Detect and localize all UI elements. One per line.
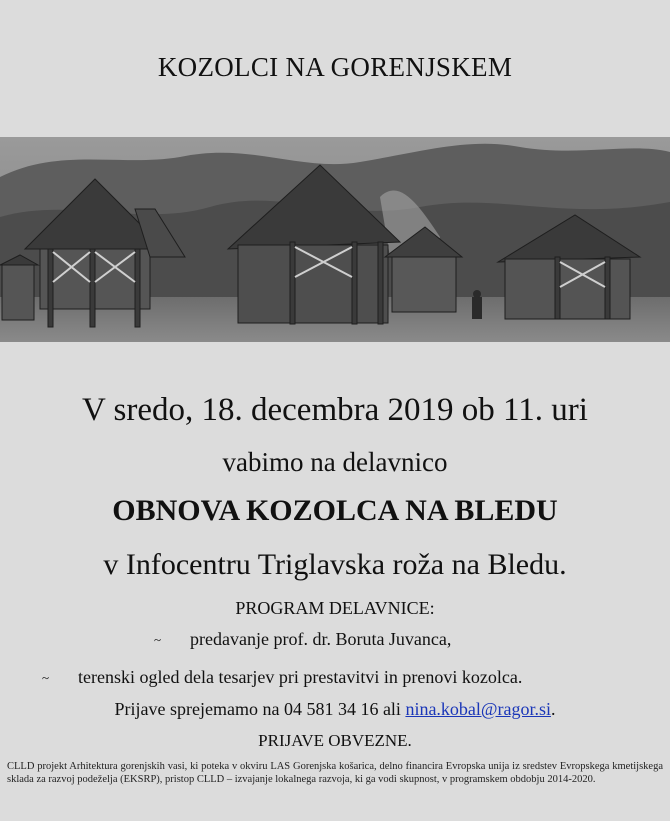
venue-line: v Infocentru Triglavska roža na Bledu. [103, 548, 567, 581]
program-item-text: terenski ogled dela tesarjev pri prestavitvi in prenovi kozolca. [78, 667, 523, 687]
tilde-bullet-icon: ~ [42, 670, 50, 685]
registration-period: . [550, 699, 556, 719]
email-link[interactable]: nina.kobal@ragor.si [405, 699, 551, 719]
hayrack-photo [0, 137, 670, 342]
program-item-text: predavanje prof. dr. Boruta Juvanca, [190, 629, 452, 649]
registration-line [0, 699, 670, 720]
registration-text: Prijave sprejemamo na 04 581 34 16 ali [114, 699, 406, 719]
tilde-bullet-icon: ~ [154, 632, 162, 647]
page-title: KOZOLCI NA GORENJSKEM [157, 52, 513, 82]
event-date-line: V sredo, 18. decembra 2019 ob 11. uri [82, 392, 588, 428]
registration-mandatory: PRIJAVE OBVEZNE. [258, 731, 412, 750]
workshop-title: OBNOVA KOZOLCA NA BLEDU [112, 494, 558, 527]
hayrack-photo-illustration [0, 137, 670, 342]
event-invite-line: vabimo na delavnico [222, 447, 448, 477]
program-title: PROGRAM DELAVNICE: [235, 598, 435, 618]
funding-footer: CLLD projekt Arhitektura gorenjskih vasi, ki poteka v okviru LAS Gorenjska košarica, delno financira Evropska unija iz sredstev Evropskega kmetijskega sklada za razvoj podeželja (EKSRP), pristop CLLD – izvajanje lokalnega razvoja, ki ga vodi skupnost, v programskem obdobju 2014-2020. [7, 761, 663, 785]
